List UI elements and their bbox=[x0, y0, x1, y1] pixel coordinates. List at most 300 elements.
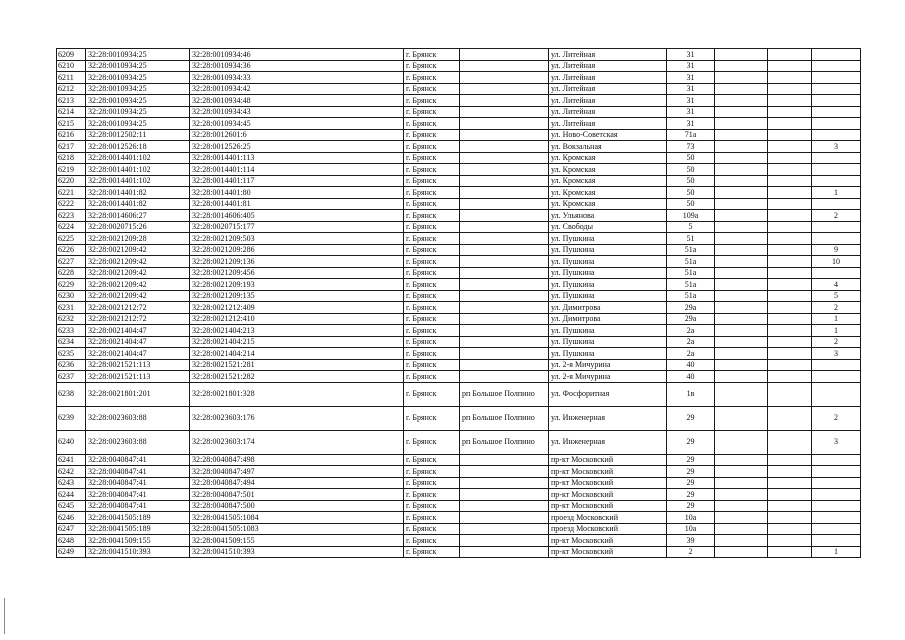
city-cell: г. Брянск bbox=[404, 535, 460, 547]
settlement-cell bbox=[460, 221, 549, 233]
apartment-number-cell bbox=[812, 267, 861, 279]
parcel-cadastral-cell: 32:28:0021209:28 bbox=[86, 233, 190, 245]
parcel-cadastral-cell: 32:28:0010934:25 bbox=[86, 106, 190, 118]
row-number-cell: 6221 bbox=[57, 187, 86, 199]
apartment-number-cell: 2 bbox=[812, 336, 861, 348]
street-cell: пр-кт Московский bbox=[549, 500, 667, 512]
street-cell: ул. Кромская bbox=[549, 175, 667, 187]
parcel-cadastral-cell: 32:28:0021209:42 bbox=[86, 256, 190, 268]
object-cadastral-cell: 32:28:0014401:113 bbox=[190, 152, 404, 164]
object-cadastral-cell: 32:28:0040847:500 bbox=[190, 500, 404, 512]
table-row bbox=[57, 500, 861, 512]
city-cell: г. Брянск bbox=[404, 290, 460, 302]
parcel-cadastral-cell: 32:28:0023603:88 bbox=[86, 406, 190, 430]
table-row bbox=[57, 83, 861, 95]
settlement-cell bbox=[460, 500, 549, 512]
apartment-number-cell bbox=[812, 60, 861, 72]
house-number-cell: 5 bbox=[667, 221, 715, 233]
city-cell: г. Брянск bbox=[404, 256, 460, 268]
table-row bbox=[57, 336, 861, 348]
row-number-cell: 6210 bbox=[57, 60, 86, 72]
extra-col-1-cell bbox=[715, 477, 768, 489]
house-number-cell: 51а bbox=[667, 244, 715, 256]
row-number-cell: 6219 bbox=[57, 164, 86, 176]
parcel-cadastral-cell: 32:28:0021209:42 bbox=[86, 279, 190, 291]
extra-col-1-cell bbox=[715, 118, 768, 130]
settlement-cell: рп Большое Полпино bbox=[460, 406, 549, 430]
street-cell: ул. Кромская bbox=[549, 187, 667, 199]
settlement-cell bbox=[460, 454, 549, 466]
house-number-cell: 50 bbox=[667, 198, 715, 210]
city-cell: г. Брянск bbox=[404, 244, 460, 256]
extra-col-1-cell bbox=[715, 49, 768, 61]
row-number-cell: 6237 bbox=[57, 371, 86, 383]
table-row bbox=[57, 325, 861, 337]
parcel-cadastral-cell: 32:28:0010934:25 bbox=[86, 49, 190, 61]
city-cell: г. Брянск bbox=[404, 325, 460, 337]
object-cadastral-cell: 32:28:0010934:45 bbox=[190, 118, 404, 130]
object-cadastral-cell: 32:28:0021209:456 bbox=[190, 267, 404, 279]
street-cell: ул. Инженерная bbox=[549, 406, 667, 430]
row-number-cell: 6245 bbox=[57, 500, 86, 512]
table-row bbox=[57, 313, 861, 325]
extra-col-2-cell bbox=[768, 535, 812, 547]
row-number-cell: 6247 bbox=[57, 523, 86, 535]
object-cadastral-cell: 32:28:0014401:114 bbox=[190, 164, 404, 176]
extra-col-1-cell bbox=[715, 325, 768, 337]
extra-col-2-cell bbox=[768, 95, 812, 107]
row-number-cell: 6227 bbox=[57, 256, 86, 268]
street-cell: ул. Пушкина bbox=[549, 256, 667, 268]
house-number-cell: 31 bbox=[667, 95, 715, 107]
settlement-cell bbox=[460, 336, 549, 348]
city-cell: г. Брянск bbox=[404, 523, 460, 535]
city-cell: г. Брянск bbox=[404, 466, 460, 478]
extra-col-1-cell bbox=[715, 302, 768, 314]
house-number-cell: 1в bbox=[667, 382, 715, 406]
city-cell: г. Брянск bbox=[404, 233, 460, 245]
city-cell: г. Брянск bbox=[404, 371, 460, 383]
house-number-cell: 71а bbox=[667, 129, 715, 141]
city-cell: г. Брянск bbox=[404, 454, 460, 466]
extra-col-1-cell bbox=[715, 290, 768, 302]
row-number-cell: 6225 bbox=[57, 233, 86, 245]
extra-col-2-cell bbox=[768, 233, 812, 245]
object-cadastral-cell: 32:28:0040847:498 bbox=[190, 454, 404, 466]
table-row bbox=[57, 535, 861, 547]
extra-col-1-cell bbox=[715, 348, 768, 360]
table-row bbox=[57, 141, 861, 153]
table-row bbox=[57, 210, 861, 222]
table-row bbox=[57, 72, 861, 84]
city-cell: г. Брянск bbox=[404, 489, 460, 501]
table-row bbox=[57, 164, 861, 176]
extra-col-2-cell bbox=[768, 221, 812, 233]
object-cadastral-cell: 32:28:0041509:155 bbox=[190, 535, 404, 547]
street-cell: ул. Литейная bbox=[549, 49, 667, 61]
table-row bbox=[57, 302, 861, 314]
apartment-number-cell bbox=[812, 175, 861, 187]
row-number-cell: 6220 bbox=[57, 175, 86, 187]
settlement-cell bbox=[460, 118, 549, 130]
row-number-cell: 6224 bbox=[57, 221, 86, 233]
apartment-number-cell bbox=[812, 535, 861, 547]
extra-col-2-cell bbox=[768, 164, 812, 176]
row-number-cell: 6238 bbox=[57, 382, 86, 406]
extra-col-2-cell bbox=[768, 313, 812, 325]
street-cell: ул. Пушкина bbox=[549, 244, 667, 256]
object-cadastral-cell: 32:28:0041510:393 bbox=[190, 546, 404, 558]
street-cell: ул. Литейная bbox=[549, 72, 667, 84]
object-cadastral-cell: 32:28:0041505:1084 bbox=[190, 512, 404, 524]
house-number-cell: 10а bbox=[667, 512, 715, 524]
settlement-cell bbox=[460, 466, 549, 478]
city-cell: г. Брянск bbox=[404, 500, 460, 512]
house-number-cell: 2 bbox=[667, 546, 715, 558]
settlement-cell bbox=[460, 244, 549, 256]
extra-col-1-cell bbox=[715, 256, 768, 268]
parcel-cadastral-cell: 32:28:0021212:72 bbox=[86, 302, 190, 314]
extra-col-1-cell bbox=[715, 210, 768, 222]
extra-col-1-cell bbox=[715, 313, 768, 325]
object-cadastral-cell: 32:28:0040847:494 bbox=[190, 477, 404, 489]
street-cell: пр-кт Московский bbox=[549, 546, 667, 558]
object-cadastral-cell: 32:28:0021404:213 bbox=[190, 325, 404, 337]
city-cell: г. Брянск bbox=[404, 175, 460, 187]
parcel-cadastral-cell: 32:28:0021404:47 bbox=[86, 348, 190, 360]
parcel-cadastral-cell: 32:28:0041510:393 bbox=[86, 546, 190, 558]
table-row bbox=[57, 129, 861, 141]
city-cell: г. Брянск bbox=[404, 267, 460, 279]
house-number-cell: 29 bbox=[667, 430, 715, 454]
extra-col-2-cell bbox=[768, 141, 812, 153]
house-number-cell: 51а bbox=[667, 290, 715, 302]
settlement-cell bbox=[460, 106, 549, 118]
apartment-number-cell bbox=[812, 95, 861, 107]
row-number-cell: 6213 bbox=[57, 95, 86, 107]
parcel-cadastral-cell: 32:28:0020715:26 bbox=[86, 221, 190, 233]
apartment-number-cell bbox=[812, 466, 861, 478]
settlement-cell bbox=[460, 279, 549, 291]
street-cell: ул. Вокзальная bbox=[549, 141, 667, 153]
city-cell: г. Брянск bbox=[404, 129, 460, 141]
object-cadastral-cell: 32:28:0041505:1083 bbox=[190, 523, 404, 535]
extra-col-2-cell bbox=[768, 106, 812, 118]
settlement-cell bbox=[460, 95, 549, 107]
extra-col-2-cell bbox=[768, 72, 812, 84]
house-number-cell: 31 bbox=[667, 83, 715, 95]
row-number-cell: 6222 bbox=[57, 198, 86, 210]
city-cell: г. Брянск bbox=[404, 83, 460, 95]
object-cadastral-cell: 32:28:0021209:286 bbox=[190, 244, 404, 256]
row-number-cell: 6211 bbox=[57, 72, 86, 84]
apartment-number-cell bbox=[812, 118, 861, 130]
extra-col-1-cell bbox=[715, 60, 768, 72]
table-row bbox=[57, 187, 861, 199]
city-cell: г. Брянск bbox=[404, 187, 460, 199]
row-number-cell: 6232 bbox=[57, 313, 86, 325]
city-cell: г. Брянск bbox=[404, 546, 460, 558]
parcel-cadastral-cell: 32:28:0041505:189 bbox=[86, 523, 190, 535]
city-cell: г. Брянск bbox=[404, 60, 460, 72]
street-cell: ул. Пушкина bbox=[549, 233, 667, 245]
street-cell: ул. 2-я Мичурина bbox=[549, 359, 667, 371]
street-cell: ул. Пушкина bbox=[549, 348, 667, 360]
settlement-cell bbox=[460, 371, 549, 383]
apartment-number-cell: 10 bbox=[812, 256, 861, 268]
apartment-number-cell: 1 bbox=[812, 546, 861, 558]
parcel-cadastral-cell: 32:28:0012502:11 bbox=[86, 129, 190, 141]
house-number-cell: 50 bbox=[667, 152, 715, 164]
object-cadastral-cell: 32:28:0010934:36 bbox=[190, 60, 404, 72]
extra-col-1-cell bbox=[715, 466, 768, 478]
settlement-cell: рп Большое Полпино bbox=[460, 430, 549, 454]
apartment-number-cell: 1 bbox=[812, 187, 861, 199]
city-cell: г. Брянск bbox=[404, 152, 460, 164]
row-number-cell: 6246 bbox=[57, 512, 86, 524]
city-cell: г. Брянск bbox=[404, 164, 460, 176]
parcel-cadastral-cell: 32:28:0021212:72 bbox=[86, 313, 190, 325]
row-number-cell: 6235 bbox=[57, 348, 86, 360]
settlement-cell bbox=[460, 210, 549, 222]
settlement-cell bbox=[460, 313, 549, 325]
settlement-cell bbox=[460, 49, 549, 61]
street-cell: ул. Фосфоритная bbox=[549, 382, 667, 406]
extra-col-1-cell bbox=[715, 359, 768, 371]
parcel-cadastral-cell: 32:28:0014401:102 bbox=[86, 164, 190, 176]
parcel-cadastral-cell: 32:28:0010934:25 bbox=[86, 60, 190, 72]
table-row bbox=[57, 359, 861, 371]
extra-col-1-cell bbox=[715, 129, 768, 141]
apartment-number-cell: 1 bbox=[812, 313, 861, 325]
street-cell: пр-кт Московский bbox=[549, 466, 667, 478]
extra-col-1-cell bbox=[715, 83, 768, 95]
table-row bbox=[57, 430, 861, 454]
settlement-cell bbox=[460, 129, 549, 141]
house-number-cell: 29 bbox=[667, 454, 715, 466]
extra-col-1-cell bbox=[715, 244, 768, 256]
street-cell: пр-кт Московский bbox=[549, 489, 667, 501]
city-cell: г. Брянск bbox=[404, 141, 460, 153]
extra-col-2-cell bbox=[768, 83, 812, 95]
object-cadastral-cell: 32:28:0010934:42 bbox=[190, 83, 404, 95]
house-number-cell: 31 bbox=[667, 118, 715, 130]
extra-col-2-cell bbox=[768, 477, 812, 489]
apartment-number-cell bbox=[812, 221, 861, 233]
extra-col-1-cell bbox=[715, 489, 768, 501]
street-cell: ул. Литейная bbox=[549, 60, 667, 72]
apartment-number-cell bbox=[812, 359, 861, 371]
settlement-cell bbox=[460, 546, 549, 558]
parcel-cadastral-cell: 32:28:0040847:41 bbox=[86, 454, 190, 466]
street-cell: пр-кт Московский bbox=[549, 477, 667, 489]
house-number-cell: 109а bbox=[667, 210, 715, 222]
object-cadastral-cell: 32:28:0021404:214 bbox=[190, 348, 404, 360]
object-cadastral-cell: 32:28:0021212:409 bbox=[190, 302, 404, 314]
table-row bbox=[57, 512, 861, 524]
street-cell: ул. Ново-Советская bbox=[549, 129, 667, 141]
object-cadastral-cell: 32:28:0010934:33 bbox=[190, 72, 404, 84]
apartment-number-cell bbox=[812, 512, 861, 524]
house-number-cell: 29а bbox=[667, 313, 715, 325]
city-cell: г. Брянск bbox=[404, 72, 460, 84]
object-cadastral-cell: 32:28:0040847:501 bbox=[190, 489, 404, 501]
extra-col-2-cell bbox=[768, 382, 812, 406]
parcel-cadastral-cell: 32:28:0014606:27 bbox=[86, 210, 190, 222]
city-cell: г. Брянск bbox=[404, 49, 460, 61]
parcel-cadastral-cell: 32:28:0014401:102 bbox=[86, 175, 190, 187]
row-number-cell: 6249 bbox=[57, 546, 86, 558]
object-cadastral-cell: 32:28:0040847:497 bbox=[190, 466, 404, 478]
parcel-cadastral-cell: 32:28:0010934:25 bbox=[86, 95, 190, 107]
extra-col-1-cell bbox=[715, 336, 768, 348]
city-cell: г. Брянск bbox=[404, 302, 460, 314]
table-row bbox=[57, 106, 861, 118]
city-cell: г. Брянск bbox=[404, 477, 460, 489]
object-cadastral-cell: 32:28:0021209:503 bbox=[190, 233, 404, 245]
street-cell: ул. Кромская bbox=[549, 152, 667, 164]
house-number-cell: 29 bbox=[667, 489, 715, 501]
object-cadastral-cell: 32:28:0010934:46 bbox=[190, 49, 404, 61]
table-row bbox=[57, 256, 861, 268]
table-row bbox=[57, 198, 861, 210]
table-row bbox=[57, 279, 861, 291]
extra-col-1-cell bbox=[715, 382, 768, 406]
extra-col-1-cell bbox=[715, 371, 768, 383]
settlement-cell bbox=[460, 477, 549, 489]
settlement-cell bbox=[460, 359, 549, 371]
extra-col-2-cell bbox=[768, 49, 812, 61]
city-cell: г. Брянск bbox=[404, 359, 460, 371]
settlement-cell: рп Большое Полпино bbox=[460, 382, 549, 406]
apartment-number-cell bbox=[812, 198, 861, 210]
settlement-cell bbox=[460, 535, 549, 547]
apartment-number-cell bbox=[812, 489, 861, 501]
apartment-number-cell: 9 bbox=[812, 244, 861, 256]
table-row bbox=[57, 221, 861, 233]
parcel-cadastral-cell: 32:28:0041505:189 bbox=[86, 512, 190, 524]
extra-col-2-cell bbox=[768, 406, 812, 430]
document-sheet bbox=[56, 48, 861, 558]
street-cell: ул. Кромская bbox=[549, 164, 667, 176]
settlement-cell bbox=[460, 198, 549, 210]
parcel-cadastral-cell: 32:28:0040847:41 bbox=[86, 489, 190, 501]
extra-col-2-cell bbox=[768, 523, 812, 535]
settlement-cell bbox=[460, 267, 549, 279]
house-number-cell: 51 bbox=[667, 233, 715, 245]
city-cell: г. Брянск bbox=[404, 430, 460, 454]
table-row bbox=[57, 233, 861, 245]
object-cadastral-cell: 32:28:0014401:81 bbox=[190, 198, 404, 210]
object-cadastral-cell: 32:28:0021209:136 bbox=[190, 256, 404, 268]
settlement-cell bbox=[460, 141, 549, 153]
apartment-number-cell bbox=[812, 233, 861, 245]
apartment-number-cell bbox=[812, 129, 861, 141]
street-cell: пр-кт Московский bbox=[549, 454, 667, 466]
street-cell: ул. Кромская bbox=[549, 198, 667, 210]
row-number-cell: 6223 bbox=[57, 210, 86, 222]
extra-col-1-cell bbox=[715, 221, 768, 233]
extra-col-2-cell bbox=[768, 290, 812, 302]
settlement-cell bbox=[460, 290, 549, 302]
object-cadastral-cell: 32:28:0012601:6 bbox=[190, 129, 404, 141]
parcel-cadastral-cell: 32:28:0021801:201 bbox=[86, 382, 190, 406]
object-cadastral-cell: 32:28:0010934:48 bbox=[190, 95, 404, 107]
table-row bbox=[57, 523, 861, 535]
parcel-cadastral-cell: 32:28:0040847:41 bbox=[86, 477, 190, 489]
row-number-cell: 6234 bbox=[57, 336, 86, 348]
object-cadastral-cell: 32:28:0014401:117 bbox=[190, 175, 404, 187]
extra-col-2-cell bbox=[768, 371, 812, 383]
settlement-cell bbox=[460, 348, 549, 360]
row-number-cell: 6241 bbox=[57, 454, 86, 466]
apartment-number-cell bbox=[812, 72, 861, 84]
settlement-cell bbox=[460, 256, 549, 268]
house-number-cell: 29 bbox=[667, 477, 715, 489]
extra-col-2-cell bbox=[768, 118, 812, 130]
table-row bbox=[57, 152, 861, 164]
house-number-cell: 29а bbox=[667, 302, 715, 314]
row-number-cell: 6212 bbox=[57, 83, 86, 95]
row-number-cell: 6231 bbox=[57, 302, 86, 314]
house-number-cell: 40 bbox=[667, 371, 715, 383]
row-number-cell: 6218 bbox=[57, 152, 86, 164]
extra-col-1-cell bbox=[715, 187, 768, 199]
extra-col-2-cell bbox=[768, 244, 812, 256]
house-number-cell: 10а bbox=[667, 523, 715, 535]
city-cell: г. Брянск bbox=[404, 95, 460, 107]
house-number-cell: 39 bbox=[667, 535, 715, 547]
extra-col-1-cell bbox=[715, 106, 768, 118]
extra-col-1-cell bbox=[715, 546, 768, 558]
extra-col-2-cell bbox=[768, 325, 812, 337]
parcel-cadastral-cell: 32:28:0010934:25 bbox=[86, 83, 190, 95]
house-number-cell: 50 bbox=[667, 175, 715, 187]
apartment-number-cell: 3 bbox=[812, 430, 861, 454]
house-number-cell: 31 bbox=[667, 106, 715, 118]
apartment-number-cell: 4 bbox=[812, 279, 861, 291]
apartment-number-cell bbox=[812, 371, 861, 383]
extra-col-2-cell bbox=[768, 500, 812, 512]
extra-col-2-cell bbox=[768, 302, 812, 314]
object-cadastral-cell: 32:28:0021521:281 bbox=[190, 359, 404, 371]
settlement-cell bbox=[460, 302, 549, 314]
extra-col-1-cell bbox=[715, 535, 768, 547]
table-row bbox=[57, 546, 861, 558]
table-row bbox=[57, 477, 861, 489]
row-number-cell: 6214 bbox=[57, 106, 86, 118]
extra-col-2-cell bbox=[768, 279, 812, 291]
apartment-number-cell bbox=[812, 164, 861, 176]
table-row bbox=[57, 95, 861, 107]
object-cadastral-cell: 32:28:0020715:177 bbox=[190, 221, 404, 233]
parcel-cadastral-cell: 32:28:0021404:47 bbox=[86, 325, 190, 337]
parcel-cadastral-cell: 32:28:0014401:82 bbox=[86, 198, 190, 210]
table-row bbox=[57, 406, 861, 430]
extra-col-2-cell bbox=[768, 546, 812, 558]
object-cadastral-cell: 32:28:0021209:193 bbox=[190, 279, 404, 291]
house-number-cell: 2а bbox=[667, 348, 715, 360]
row-number-cell: 6243 bbox=[57, 477, 86, 489]
table-body bbox=[57, 49, 861, 558]
parcel-cadastral-cell: 32:28:0010934:25 bbox=[86, 72, 190, 84]
city-cell: г. Брянск bbox=[404, 336, 460, 348]
extra-col-1-cell bbox=[715, 72, 768, 84]
settlement-cell bbox=[460, 164, 549, 176]
extra-col-1-cell bbox=[715, 198, 768, 210]
row-number-cell: 6226 bbox=[57, 244, 86, 256]
extra-col-1-cell bbox=[715, 175, 768, 187]
